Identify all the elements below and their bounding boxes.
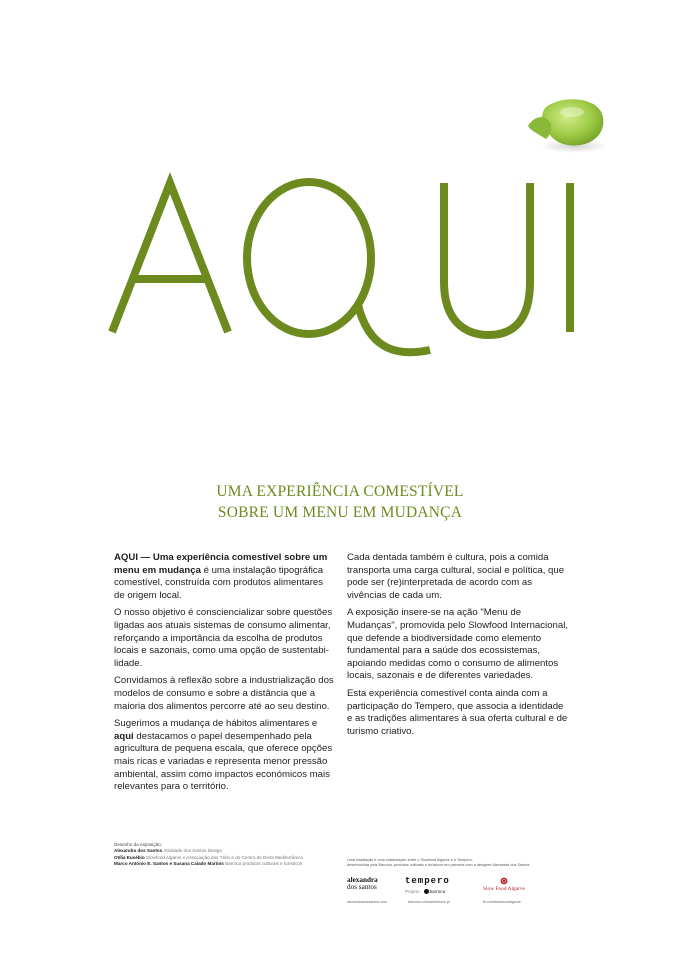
- credit-name: Marco António E. Santos e Susana Calado Martins: [114, 861, 224, 867]
- subtitle-line-2: SOBRE UM MENU EM MUDANÇA: [217, 504, 463, 521]
- logo-alexandra-dos-santos: [347, 877, 378, 892]
- paragraph: Cada dentada também é cultura, pois a comida transporta uma carga cultural, social e política, que pode ser (re)interpretada de acordo com as vivências de cada um.: [347, 552, 565, 601]
- text-column-right: [347, 552, 569, 743]
- site-barroca[interactable]: barroca.culturaeturismo.pt: [408, 900, 450, 904]
- hero-artwork: [0, 0, 680, 420]
- logo-slow-food-algarve: [483, 877, 525, 892]
- subtitle: [0, 481, 680, 523]
- logo-tempero: tempero: [405, 876, 450, 886]
- paragraph: Esta experiência comestível conta ainda com a participação do Tempero, que associa a identidade e as tradições alimentares à sua oferta cultural e de turismo criativo.: [347, 687, 568, 737]
- logo-barroca-name: barroca: [429, 889, 446, 894]
- paragraph: Convidamos à reflexão sobre a industrialização dos modelos de consumo e sobre a distância que a maioria dos alimentos percorre até ao seu destino.: [114, 675, 334, 712]
- credit-role: Atividade dos Santos Design: [163, 848, 223, 854]
- partners-note-line: desenvolvida pela Barroca, produtos culturais e turísticos em parceria com a designer Alexandra dos Santos: [347, 863, 530, 868]
- site-slowfood[interactable]: fb.com/slowfoodalgarve: [483, 900, 521, 904]
- subtitle-line-1: UMA EXPERIÊNCIA COMESTÍVEL: [216, 483, 464, 500]
- page-title-text: AQUI: [327, 322, 353, 333]
- partners-note: [347, 858, 547, 868]
- credit-role: Barroca produtos culturais e turísticos: [225, 861, 303, 867]
- emphasis-text: aqui: [114, 730, 134, 742]
- paragraph: A exposição insere-se na ação "Menu de Mudanças", promovida pelo Slowfood Internacional, que defende a biodiversidade como elemento fundamental para a saúde dos ecossistemas, apoiando medidas como o consumo de alimentos locais, sazonais e de diferentes variedades.: [347, 607, 568, 682]
- credits: [114, 842, 324, 868]
- logo-slowfood-name: Slow Food Algarve: [483, 886, 525, 892]
- credit-line: [114, 861, 324, 867]
- partners-note-line: Uma instalação é uma colaboração entre o Slowfood Algarve e o Tempero,: [347, 858, 473, 862]
- credit-name: Otília Eusébio: [114, 854, 145, 860]
- paragraph: [114, 552, 334, 602]
- paragraph-text: é uma instalação tipográfica comestível, construída com produtos alimentares de origem local.: [114, 564, 324, 601]
- barroca-dot-icon: [424, 889, 429, 894]
- paragraph-text: destacamos o papel desempenhado pela agricultura de pequena escala, que oferece opções mais ricas e variadas e representa menor pressão ambiental, assim como impactos económicos mais relevantes para o território.: [114, 730, 333, 793]
- paragraph: [114, 718, 334, 794]
- credit-role: Slowfood Algarve e Associação dos Tério e do Centro de Dieta Mediterrânica: [145, 854, 303, 860]
- logo-barroca-prefix: Projeto: [405, 889, 420, 894]
- lead-text: AQUI — Uma experiência comestível sobre um menu em mudança: [114, 552, 328, 576]
- text-column-left: [114, 552, 334, 799]
- credit-name: Alexandra dos Santos: [114, 848, 163, 854]
- fava-bean-icon: [528, 99, 608, 153]
- credits-heading: Desenho da exposição:: [114, 842, 163, 847]
- paragraph: O nosso objetivo é consciencializar sobre questões ligadas aos atuais sistemas de consumo alimentar, reforçando a importância da escolha de produtos locais e sazonais, como uma opção de sustentabi-lidade.: [114, 607, 333, 669]
- paragraph-text: Sugerimos a mudança de hábitos alimentares e: [114, 718, 318, 730]
- logo-line: dos santos: [347, 883, 377, 892]
- site-alexandra[interactable]: alexandradossantos.com: [347, 900, 387, 904]
- logo-barroca: [405, 889, 445, 894]
- logo-line: alexandra: [347, 876, 378, 884]
- slow-food-snail-icon: [499, 877, 509, 885]
